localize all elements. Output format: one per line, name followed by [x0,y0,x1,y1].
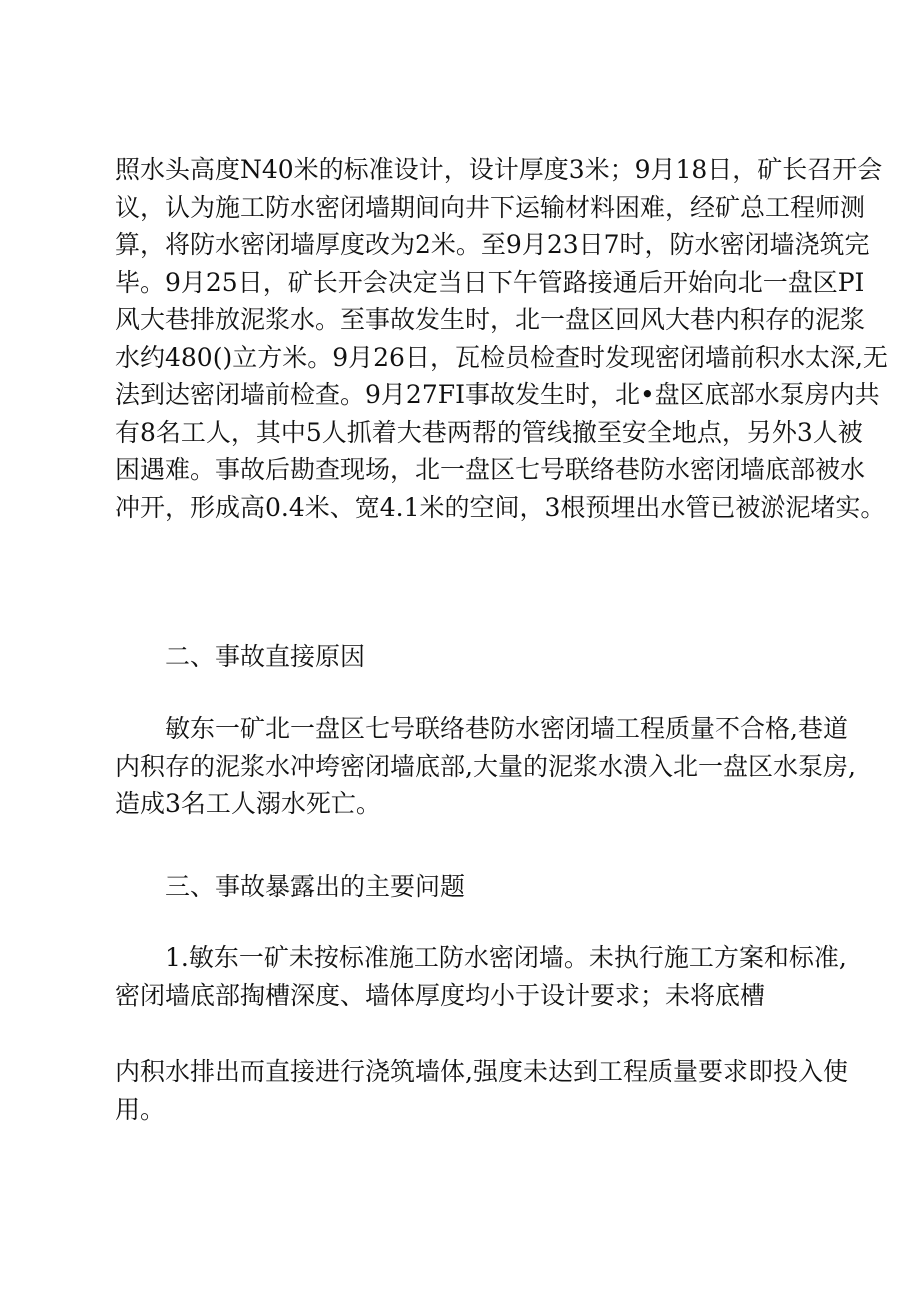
text-line: 用。 [115,1094,166,1124]
text-line: 冲开，形成高0.4米、宽4.1米的空间，3根预埋出水管已被淤泥堵实。 [115,492,886,522]
paragraph-direct-cause [115,710,856,823]
text-line: 敏东一矿北一盘区七号联络巷防水密闭墙工程质量不合格,巷道 [165,714,848,743]
heading-text: 二、事故直接原因 [165,642,366,671]
text-line: 算，将防水密闭墙厚度改为2米。至9月23日7时，防水密闭墙浇筑完 [115,230,870,259]
text-line: 毕。9月25日，矿长开会决定当日下午管路接通后开始向北一盘区PI [115,267,865,297]
text-line: 议，认为施工防水密闭墙期间向井下运输材料困难，经矿总工程师测 [115,192,866,222]
text-line: 水约480()立方米。9月26日，瓦检员检查时发现密闭墙前积水太深,无 [115,342,888,372]
paragraph-problem-1 [115,939,847,1014]
paragraph-accident-process [115,151,888,526]
text-line: 内积水排出而直接进行浇筑墙体,强度未达到工程质量要求即投入使 [115,1057,848,1086]
text-line: 1.敏东一矿未按标准施工防水密闭墙。未执行施工方案和标准, [165,943,847,972]
text-line: 密闭墙底部掏槽深度、墙体厚度均小于设计要求；未将底槽 [115,980,766,1010]
paragraph-problem-1-continued [115,1053,848,1128]
text-line: 有8名工人，其中5人抓着大巷两帮的管线撤至安全地点，另外3人被 [115,417,863,447]
text-line: 照水头高度N40米的标准设计，设计厚度3米；9月18日，矿长召开会 [115,155,883,184]
text-line: 法到达密闭墙前检查。9月27FI事故发生时，北•盘区底部水泵房内共 [115,380,880,409]
text-line: 造成3名工人溺水死亡。 [115,789,381,818]
text-line: 内积存的泥浆水冲垮密闭墙底部,大量的泥浆水溃入北一盘区水泵房, [115,751,856,781]
text-line: 风大巷排放泥浆水。至事故发生时，北一盘区回风大巷内积存的泥浆 [115,305,866,334]
section-heading-direct-cause [115,638,865,676]
heading-text: 三、事故暴露出的主要问题 [165,872,466,901]
text-line: 困遇难。事故后勘查现场，北一盘区七号联络巷防水密闭墙底部被水 [115,455,866,484]
section-heading-main-problems [115,868,865,906]
